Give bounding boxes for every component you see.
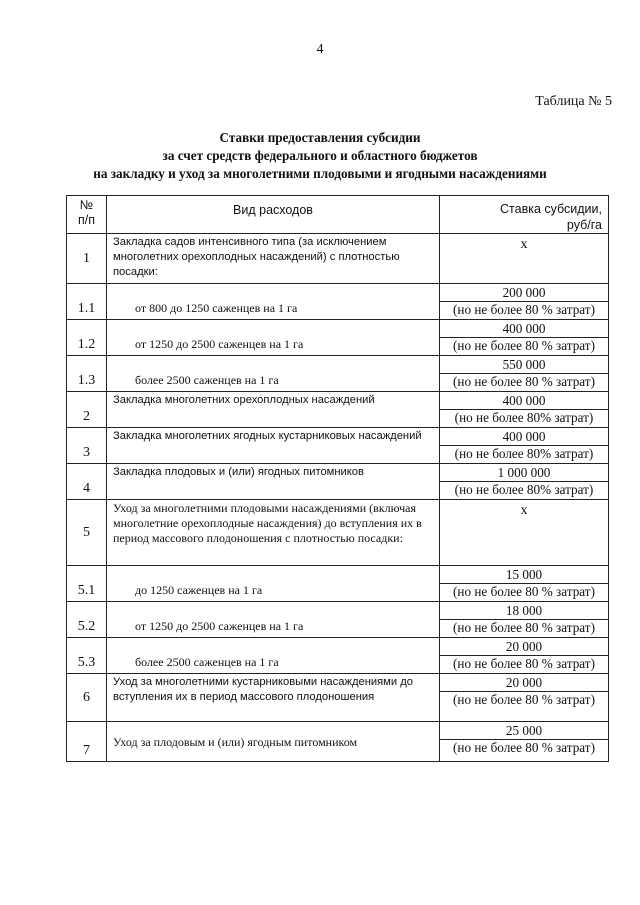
row-expense-type: от 1250 до 2500 саженцев на 1 га: [107, 320, 440, 356]
row-expense-type: Уход за многолетними плодовыми насаждениями (включая многолетние орехоплодные насаждения) до вступления их в период массового плодоношения с плотностью посадки:: [107, 500, 440, 566]
row-rate: [440, 284, 609, 320]
header-number-line-2: п/п: [77, 213, 95, 227]
subsidy-rates-table: [66, 195, 609, 762]
table-row: [67, 638, 609, 674]
table-row: [67, 674, 609, 722]
row-rate: [440, 566, 609, 602]
rate-value: 400 000: [502, 393, 546, 408]
table-row: [67, 392, 609, 428]
rate-value: 25 000: [505, 723, 543, 738]
row-rate: [440, 602, 609, 638]
row-number: 5.1: [67, 566, 107, 602]
rate-value: 200 000: [502, 285, 546, 300]
rate-note: (но не более 80% затрат): [440, 409, 608, 426]
row-number: 5.2: [67, 602, 107, 638]
row-expense-type: Закладка многолетних ягодных кустарниковых насаждений: [107, 428, 440, 464]
row-rate: [440, 356, 609, 392]
rate-note: (но не более 80% затрат): [440, 445, 608, 462]
rate-note: (но не более 80 % затрат): [440, 337, 608, 354]
row-expense-type: до 1250 саженцев на 1 га: [107, 566, 440, 602]
table-row: [67, 320, 609, 356]
table-header-row: [67, 196, 609, 234]
table-row: [67, 356, 609, 392]
row-expense-type: Уход за многолетними кустарниковыми насаждениями до вступления их в период массового плодоношения: [107, 674, 440, 722]
table-row: [67, 602, 609, 638]
row-rate: [440, 234, 609, 284]
rate-note: (но не более 80 % затрат): [440, 691, 608, 708]
row-rate: [440, 674, 609, 722]
rate-note: (но не более 80 % затрат): [440, 619, 608, 636]
row-rate: [440, 392, 609, 428]
rate-value: 18 000: [505, 603, 543, 618]
table-row: [67, 464, 609, 500]
rate-value: 550 000: [502, 357, 546, 372]
row-number: 5.3: [67, 638, 107, 674]
header-number-line-1: №: [79, 198, 94, 212]
header-number: [67, 196, 107, 234]
row-number: 1.1: [67, 284, 107, 320]
heading-line-1: Ставки предоставления субсидии: [219, 130, 421, 145]
rate-value: 20 000: [505, 639, 543, 654]
row-number: 5: [67, 500, 107, 566]
row-number: 1.3: [67, 356, 107, 392]
row-number: 7: [67, 722, 107, 762]
rate-value: 400 000: [502, 429, 546, 444]
row-expense-type: от 800 до 1250 саженцев на 1 га: [107, 284, 440, 320]
rate-note: (но не более 80% затрат): [440, 481, 608, 498]
table-row: [67, 722, 609, 762]
rate-note: (но не более 80 % затрат): [440, 739, 608, 756]
document-heading: [0, 129, 640, 183]
row-expense-type: Закладка садов интенсивного типа (за исключением многолетних орехоплодных насаждений) с плотностью посадки:: [107, 234, 440, 284]
header-subsidy-rate: [440, 196, 609, 234]
heading-line-3: на закладку и уход за многолетними плодовыми и ягодными насаждениями: [93, 166, 547, 181]
table-row: [67, 500, 609, 566]
heading-line-2: за счет средств федерального и областного бюджетов: [162, 148, 478, 163]
table-row: [67, 234, 609, 284]
table-row: [67, 284, 609, 320]
rate-value: 20 000: [505, 675, 543, 690]
row-number: 3: [67, 428, 107, 464]
table-row: [67, 428, 609, 464]
row-rate: [440, 464, 609, 500]
table-label: Таблица № 5: [535, 94, 612, 109]
row-expense-type: Закладка многолетних орехоплодных насаждений: [107, 392, 440, 428]
rate-note: (но не более 80 % затрат): [440, 655, 608, 672]
table-row: [67, 566, 609, 602]
rate-note: (но не более 80 % затрат): [440, 301, 608, 318]
row-rate: [440, 320, 609, 356]
row-rate: [440, 638, 609, 674]
row-expense-type: более 2500 саженцев на 1 га: [107, 638, 440, 674]
row-number: 2: [67, 392, 107, 428]
rate-value: х: [520, 237, 528, 252]
row-number: 4: [67, 464, 107, 500]
row-expense-type: Уход за плодовым и (или) ягодным питомником: [107, 722, 440, 762]
row-rate: [440, 500, 609, 566]
header-expense-type: Вид расходов: [107, 196, 440, 234]
rate-value: 400 000: [502, 321, 546, 336]
row-number: 6: [67, 674, 107, 722]
row-rate: [440, 428, 609, 464]
rate-value: х: [520, 503, 528, 518]
row-rate: [440, 722, 609, 762]
rate-note: (но не более 80 % затрат): [440, 583, 608, 600]
page-number: 4: [316, 42, 324, 57]
row-number: 1: [67, 234, 107, 284]
header-rate-line-1: Ставка субсидии,: [500, 202, 602, 216]
row-number: 1.2: [67, 320, 107, 356]
rate-value: 15 000: [505, 567, 543, 582]
header-rate-line-2: руб/га: [566, 218, 602, 232]
rate-value: 1 000 000: [497, 465, 551, 480]
row-expense-type: Закладка плодовых и (или) ягодных питомников: [107, 464, 440, 500]
row-expense-type: от 1250 до 2500 саженцев на 1 га: [107, 602, 440, 638]
row-expense-type: более 2500 саженцев на 1 га: [107, 356, 440, 392]
rate-note: (но не более 80 % затрат): [440, 373, 608, 390]
